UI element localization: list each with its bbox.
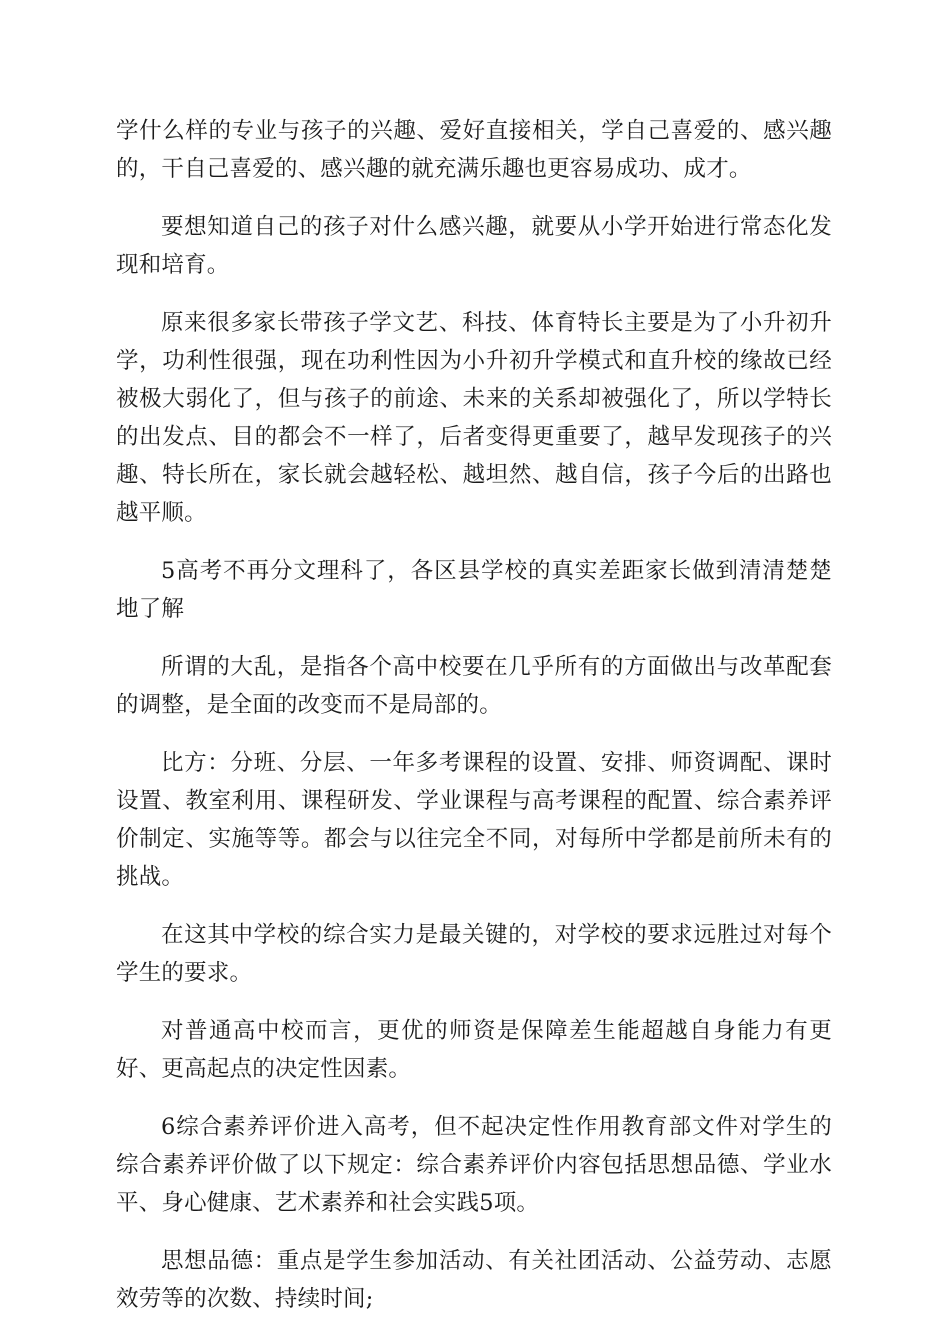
paragraph-9: 6综合素养评价进入高考，但不起决定性作用教育部文件对学生的综合素养评价做了以下规定：综合素养评价内容包括思想品德、学业水平、身心健康、艺术素养和社会实践5项。 [116, 1114, 832, 1216]
paragraph-7: 在这其中学校的综合实力是最关键的，对学校的要求远胜过对每个学生的要求。 [116, 922, 832, 986]
paragraph-4: 5高考不再分文理科了，各区县学校的真实差距家长做到清清楚楚地了解 [116, 558, 832, 622]
paragraph-6: 比方：分班、分层、一年多考课程的设置、安排、师资调配、课时设置、教室利用、课程研发、学业课程与高考课程的配置、综合素养评价制定、实施等等。都会与以往完全不同，对每所中学都是前所未有的挑战。 [116, 750, 832, 890]
paragraph-5: 所谓的大乱，是指各个高中校要在几乎所有的方面做出与改革配套的调整，是全面的改变而不是局部的。 [116, 654, 832, 718]
document-page [116, 112, 832, 1338]
paragraph-8: 对普通高中校而言，更优的师资是保障差生能超越自身能力有更好、更高起点的决定性因素。 [116, 1018, 832, 1082]
paragraph-2: 要想知道自己的孩子对什么感兴趣，就要从小学开始进行常态化发现和培育。 [116, 214, 832, 278]
paragraph-10: 思想品德：重点是学生参加活动、有关社团活动、公益劳动、志愿效劳等的次数、持续时间; [116, 1248, 832, 1312]
paragraph-1: 学什么样的专业与孩子的兴趣、爱好直接相关，学自己喜爱的、感兴趣的，干自己喜爱的、感兴趣的就充满乐趣也更容易成功、成才。 [116, 118, 832, 182]
paragraph-3: 原来很多家长带孩子学文艺、科技、体育特长主要是为了小升初升学，功利性很强，现在功利性因为小升初升学模式和直升校的缘故已经被极大弱化了，但与孩子的前途、未来的关系却被强化了，所以学特长的出发点、目的都会不一样了，后者变得更重要了，越早发现孩子的兴趣、特长所在，家长就会越轻松、越坦然、越自信，孩子今后的出路也越平顺。 [116, 310, 832, 526]
